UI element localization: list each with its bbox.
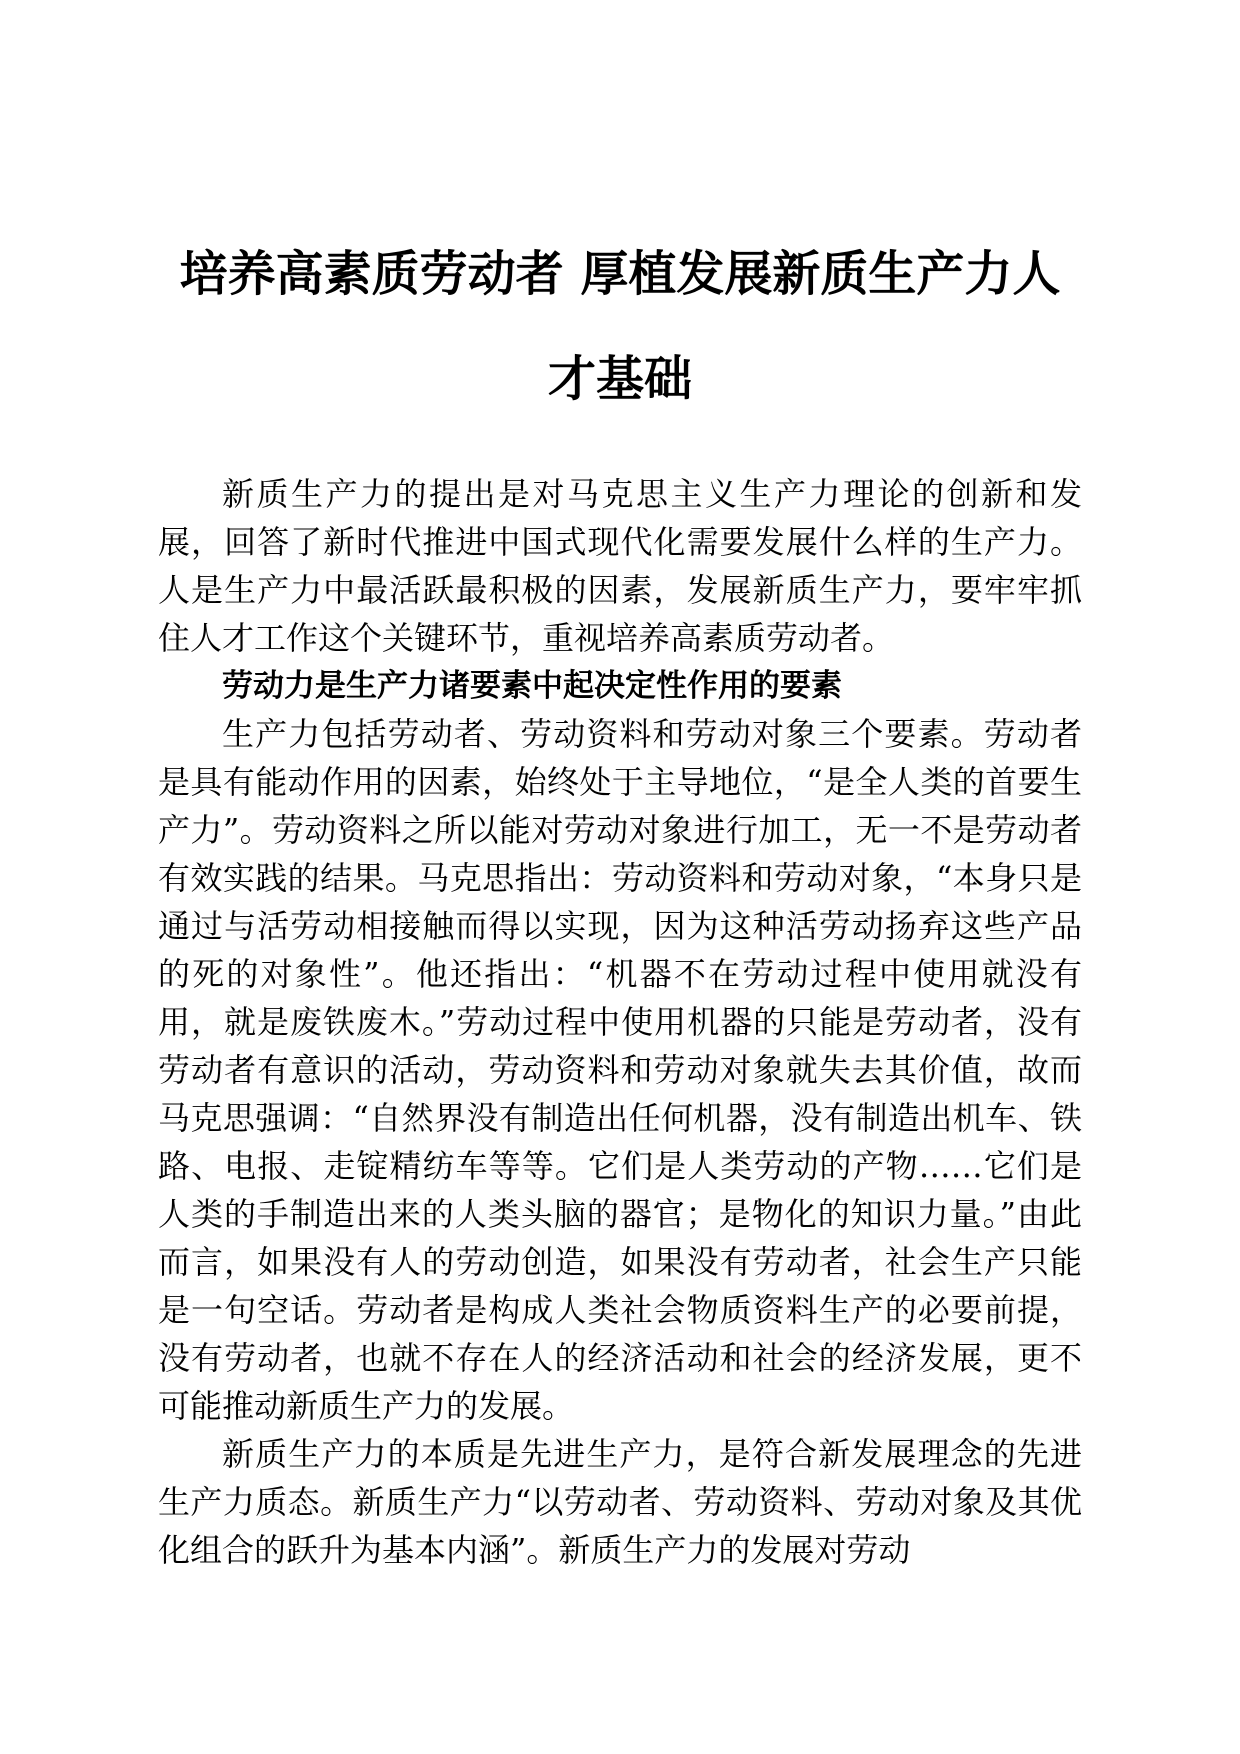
section-heading: 劳动力是生产力诸要素中起决定性作用的要素 [222,668,842,704]
document-title [158,222,1082,432]
body-paragraph: 生产力包括劳动者、劳动资料和劳动对象三个要素。劳动者是具有能动作用的因素，始终处于主导地位，“是全人类的首要生产力”。劳动资料之所以能对劳动对象进行加工，无一不是劳动者有效实践的结果。马克思指出：劳动资料和劳动对象，“本身只是通过与活劳动相接触而得以实现，因为这种活劳动扬弃这些产品的死的对象性”。他还指出：“机器不在劳动过程中使用就没有用，就是废铁废木。”劳动过程中使用机器的只能是劳动者，没有劳动者有意识的活动，劳动资料和劳动对象就失去其价值，故而马克思强调：“自然界没有制造出任何机器，没有制造出机车、铁路、电报、走锭精纺车等等。它们是人类劳动的产物……它们是人类的手制造出来的人类头脑的器官；是物化的知识力量。”由此而言，如果没有人的劳动创造，如果没有劳动者，社会生产只能是一句空话。劳动者是构成人类社会物质资料生产的必要前提，没有劳动者，也就不存在人的经济活动和社会的经济发展，更不可能推动新质生产力的发展。 [158,715,1082,1425]
intro-paragraph: 新质生产力的提出是对马克思主义生产力理论的创新和发展，回答了新时代推进中国式现代化需要发展什么样的生产力。人是生产力中最活跃最积极的因素，发展新质生产力，要牢牢抓住人才工作这个关键环节，重视培养高素质劳动者。 [158,475,1082,657]
title-line-1: 培养高素质劳动者 厚植发展新质生产力人 [179,246,1061,302]
title-line-2: 才基础 [547,351,692,407]
body-paragraph: 新质生产力的本质是先进生产力，是符合新发展理念的先进生产力质态。新质生产力“以劳动者、劳动资料、劳动对象及其优化组合的跃升为基本内涵”。新质生产力的发展对劳动 [158,1435,1082,1569]
document-body [158,470,1082,1574]
